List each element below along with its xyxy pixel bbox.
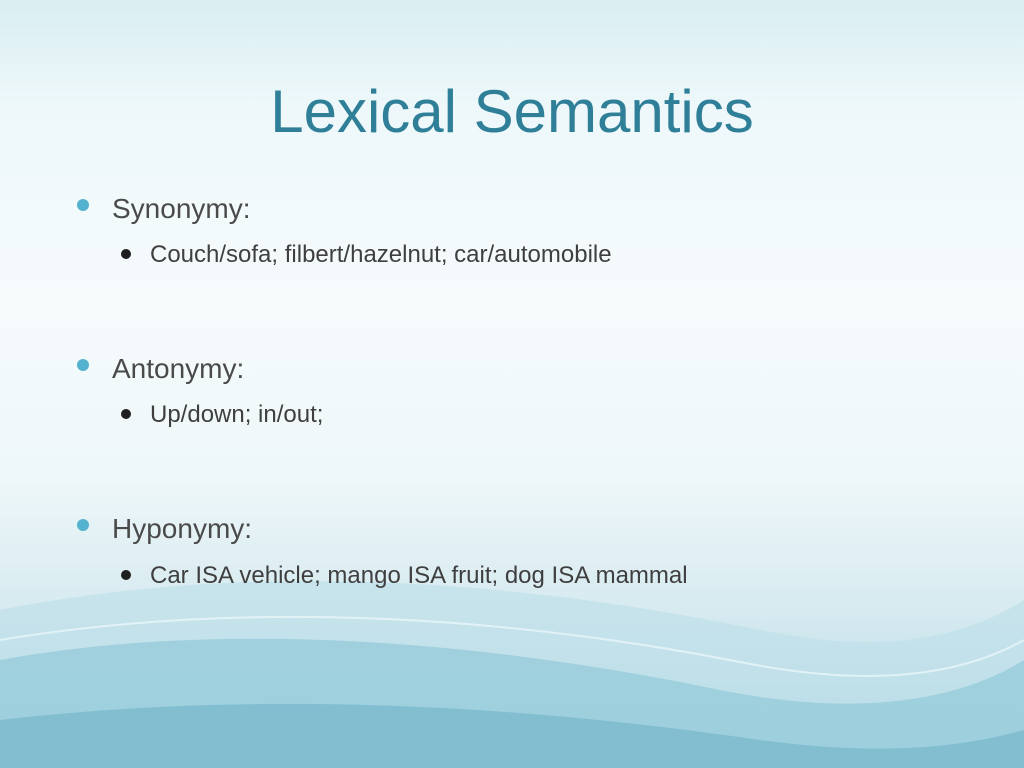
sub-bullet-dot-icon: [121, 249, 131, 259]
slide-title: Lexical Semantics: [270, 78, 754, 145]
bullet-synonymy: Synonymy:: [112, 193, 251, 224]
sub-bullet-synonymy-examples: Couch/sofa; filbert/hazelnut; car/automobile: [150, 241, 612, 268]
sub-bullet-dot-icon: [121, 409, 131, 419]
bullet-hyponymy: Hyponymy:: [112, 513, 253, 544]
bullet-antonymy: Antonymy:: [112, 353, 245, 384]
bullet-dot-icon: [77, 359, 89, 371]
sub-bullet-antonymy-examples: Up/down; in/out;: [150, 401, 324, 428]
sub-bullet-hyponymy-examples: Car ISA vehicle; mango ISA fruit; dog ISA mammal: [150, 562, 688, 589]
sub-bullet-dot-icon: [121, 570, 131, 580]
bullet-dot-icon: [77, 519, 89, 531]
bullet-dot-icon: [77, 199, 89, 211]
